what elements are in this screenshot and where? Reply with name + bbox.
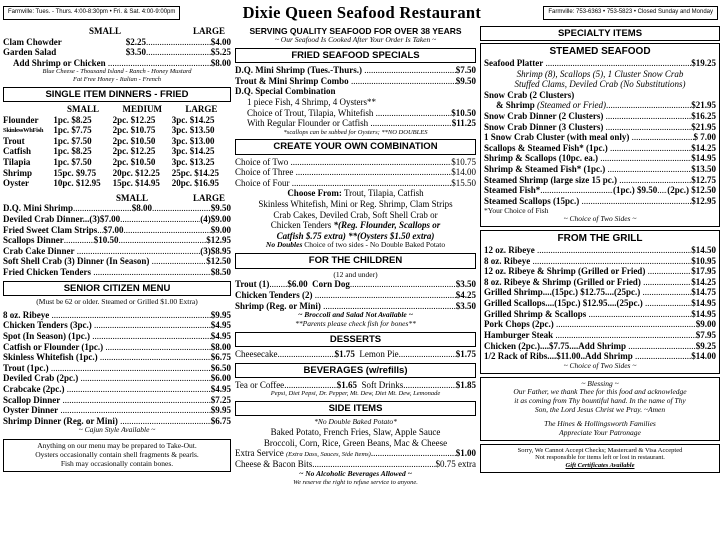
child-item: Shrimp (Reg. or Mini) ..... $3.50: [235, 301, 476, 312]
platter-item: Seafood Platter ..... $19.25: [484, 58, 716, 69]
grill-item: 12 oz. Ribeye ..... $14.50: [484, 245, 716, 256]
senior-item: Chicken Tenders (3pc.) ..... $4.95: [3, 320, 231, 331]
combination-title: CREATE YOUR OWN COMBINATION: [235, 139, 476, 154]
grill-item: Chicken (2pc.)....$7.75....Add Shrimp ..... $9.25: [484, 341, 716, 352]
steamed-item: Snow Crab Dinner (3 Clusters) ..... $21.95: [484, 122, 716, 133]
choose-from: Choose From: Trout, Tilapia, Catfish: [287, 188, 424, 199]
beverages-title: BEVERAGES (w/refills): [235, 363, 476, 378]
grill-item: Hamburger Steak ..... $7.95: [484, 330, 716, 341]
dinner-item: Fried Sweet Clam Strips ..... $7.00 ..... $9.00: [3, 225, 231, 236]
senior-title: SENIOR CITIZEN MENU: [3, 281, 231, 296]
combo-item: Choice of Trout, Tilapia, Whitefish ..... $10.50: [235, 108, 476, 119]
table-row: Oyster 10pc. $12.95 15pc. $14.95 20pc. $16.95: [3, 178, 220, 189]
extra-service: Extra Service (Extra Dass, Sauces, Side Items) ..... $1.00: [235, 448, 476, 459]
steamed-box: STEAMED SEAFOOD Seafood Platter ..... $19.25 Shrimp (8), Scallops (5), 1 Cluster Snow Crab Stuffed Clams, Deviled Crab (No Substitutions) Snow Crab (2 Clusters) & Shrimp (Steamed or Fried) ..... $21.95 Snow Crab Dinner (2 Clusters) ..... $16.25 Snow Crab Dinner (3 Clusters) ..... $21.95 1 Snow Crab Cluster (with meal only) ..... $ 7.00 Scallops & Steamed Fish* (1pc.) ..... $14.25 Shrimp & Scallops (10pc. ea.) ..... $14.95 Shrimp & Steamed Fish* (1pc.) ..... $13.50 Steamed Shrimp (large size 15 pc.) ..... $12.75 Steamed Fish* ..... (1pc.) $9.50 ..... (2pc.) $12.50 Steamed Scallops (15pc.) ..... $12.95 *Your Choice of Fish ~ Choice of Two Sides ~: [480, 43, 720, 227]
specialty-title: SPECIALTY ITEMS: [480, 26, 720, 41]
special-item: D.Q. Mini Shrimp (Tues.-Thurs.) ..... $7.50: [235, 65, 476, 76]
starters-header: SMALL LARGE: [88, 26, 225, 36]
right-column: [480, 26, 720, 486]
takeout-note: Anything on our menu may be prepared to Take-Out. Oysters occasionally contain shell fragments & pearls. Fish may occasionally contain bones.: [3, 439, 231, 472]
special-item: Trout & Mini Shrimp Combo ..... $9.50: [235, 76, 476, 87]
cooked-note: ~ Our Seafood Is Cooked After Your Order Is Taken ~: [274, 35, 437, 45]
dinner-item: Crab Cake Dinner ..... (3)$8.95: [3, 246, 231, 257]
grill-item: 8 oz. Ribeye ..... $10.95: [484, 256, 716, 267]
senior-item: Skinless Whitefish (1pc.) ..... $6.75: [3, 352, 231, 363]
dinner-item: Deviled Crab Dinner...(3) $7.00 ..... (4)$9.00: [3, 214, 231, 225]
combo-choice: Choice of Two ..... $10.75: [235, 157, 476, 168]
table-row: SkinlessWhFish 1pc. $7.75 2pc. $10.75 3pc. $13.50: [3, 125, 215, 136]
single-item-table: SMALL MEDIUM LARGE Flounder 1pc. $8.25 2pc. $12.25 3pc. $14.25 SkinlessWhFish 1pc. $7.75 2pc. $10.75 3pc. $13.50 Trout 1pc. $7.50 2pc. $10.50 3pc. $13.00 Catfish 1pc. $8.25 2pc. $12.25 3pc. $14.25 Tilapia 1pc. $7.50 2pc. $10.50 3pc. $13.25 Shrimp 15pc. $9.75 20pc. $12.25 25pc. $14.25 Oyster 10pc. $12.95 15pc. $14.95 20pc. $16.95: [3, 104, 231, 189]
table-row: Tilapia 1pc. $7.50 2pc. $10.50 3pc. $13.25: [3, 157, 215, 167]
restaurant-title: Dixie Queen Seafood Restaurant: [242, 3, 482, 23]
senior-item: Crabcake (2pc.) ..... $4.95: [3, 384, 231, 395]
cheese-bacon: Cheese & Bacon Bits ..... $0.75 extra: [235, 459, 476, 470]
cajun-note: ~ Cajun Style Available ~: [78, 425, 156, 435]
dessert-items: Cheesecake ..... $1.75 Lemon Pie ..... $1.75: [235, 349, 476, 360]
senior-item: Scallop Dinner ..... $7.25: [3, 395, 231, 406]
steamed-scallops: Steamed Scallops (15pc.) ..... $12.95: [484, 196, 716, 207]
steamed-item: 1 Snow Crab Cluster (with meal only) ..... $ 7.00: [484, 132, 716, 143]
grill-item: Grilled Scallops....(15pc.) $12.95....(25pc.) ..... $14.95: [484, 298, 716, 309]
steamed-item: Shrimp & Steamed Fish* (1pc.) ..... $13.50: [484, 164, 716, 175]
table-row: Flounder 1pc. $8.25 2pc. $12.25 3pc. $14.25: [3, 114, 215, 125]
senior-item: Shrimp Dinner (Reg. or Mini) ..... $6.75: [3, 416, 231, 427]
grill-item: Pork Chops (2pc.) ..... $9.00: [484, 319, 716, 330]
steamed-item: Scallops & Steamed Fish* (1pc.) ..... $14.25: [484, 143, 716, 154]
dressings-2: Fat Free Honey - Italian - French: [73, 76, 161, 84]
blessing-box: ~ Blessing ~ Our Father, we thank Thee for this food and acknowledge it as coming from Thy bountiful hand. In the name of Thy Son, the Lord Jesus Christ we Pray. ~Amen The Hines & Hollingsworth Families Appreciate Your Patronage: [480, 377, 720, 441]
grill-item: 12 oz. Ribeye & Shrimp (Grilled or Fried) ..... $17.95: [484, 266, 716, 277]
grill-box: FROM THE GRILL 12 oz. Ribeye ..... $14.50 8 oz. Ribeye ..... $10.95 12 oz. Ribeye & Shrimp (Grilled or Fried) ..... $17.95 8 oz. Ribeye & Shrimp (Grilled or Fried) ..... $14.25 Grilled Shrimp....(15pc.) $12.75....(25pc.) ..... $14.75 Grilled Scallops....(15pc.) $12.95....(25pc.) ..... $14.95 Grilled Shrimp & Scallops ..... $14.95 Pork Chops (2pc.) ..... $9.00 Hamburger Steak ..... $7.95 Chicken (2pc.)....$7.75....Add Shrimp ..... $9.25 1/2 Rack of Ribs....$11.00..Add Shrimp ..... $14.00 ~ Choice of Two Sides ~: [480, 230, 720, 373]
policy-box: Sorry, We Cannot Accept Checks; Mastercard & Visa Accepted Not responsible for items left or lost in restaurant. Gift Certificates Available: [480, 444, 720, 473]
grill-item: 8 oz. Ribeye & Shrimp (Grilled or Fried) ..... $14.25: [484, 277, 716, 288]
middle-column: SERVING QUALITY SEAFOOD FOR OVER 38 YEARS ~ Our Seafood Is Cooked After Your Order Is Taken ~ FRIED SEAFOOD SPECIALS D.Q. Mini Shrimp (Tues.-Thurs.) ..... $7.50 Trout & Mini Shrimp Combo ..... $9.50 D.Q. Special Combination 1 piece Fish, 4 Shrimp, 4 Oysters** Choice of Trout, Tilapia, Whitefish ..... $10.50 With Regular Flounder or Catfish ..... $11.25 *scallops can be subbed for Oysters; **NO DOUBLES CREATE YOUR OWN COMBINATION Choice of Two ..... $10.75 Choice of Three ..... $14.00 Choice of Four ..... $15.50 Choose From: Trout, Tilapia, Catfish Skinless Whitefish, Mini or Reg. Shrimp, Clam Strips Crab Cakes, Deviled Crab, Soft Shell Crab or Chicken Tenders *(Reg. Flounder, Scallops or Catfish $.75 extra) **(Oysters $1.50 extra) No Doubles Choice of two sides - No Double Baked Potato FOR THE CHILDREN (12 and under) Trout (1) ..... $6.00 Corn Dog ..... $3.50 Chicken Tenders (2) ..... $4.25 Shrimp (Reg. or Mini) ..... $3.50 ~ Broccoli and Salad Not Available ~ **Parents please check fish for bones** DESSERTS Cheesecake ..... $1.75 Lemon Pie ..... $1.75 BEVERAGES (w/refills) Tea or Coffee ..... $1.65 Soft Drinks ..... $1.85 Pepsi, Diet Pepsi, Dr. Pepper, Mt. Dew, Diet Mt. Dew, Lemonade SIDE ITEMS *No Double Baked Potato* Baked Potato, French Fries, Slaw, Apple Sauce Broccoli, Corn, Rice, Green Beans, Mac & Cheese Extra Service (Extra Dass, Sauces, Side Items) ..... $1.00 Cheese & Bacon Bits ..... $0.75 extra ~ No Alcoholic Beverages Allowed ~ We reserve the right to refuse service to anyone.: [235, 26, 476, 486]
grill-item: 1/2 Rack of Ribs....$11.00..Add Shrimp ..... $14.00: [484, 351, 716, 362]
add-protein: Add Shrimp or Chicken ..... $8.00: [3, 58, 231, 69]
child-item: Trout (1) ..... $6.00 Corn Dog ..... $3.50: [235, 279, 476, 290]
desserts-title: DESSERTS: [235, 332, 476, 347]
grill-item: Grilled Shrimp....(15pc.) $12.75....(25pc.) ..... $14.75: [484, 287, 716, 298]
dressings: Blue Cheese - Thousand Island - Ranch - Honey Mustard: [42, 68, 192, 76]
dinner-item: Fried Chicken Tenders ..... $8.50: [3, 267, 231, 278]
table-row: Catfish 1pc. $8.25 2pc. $12.25 3pc. $14.25: [3, 146, 215, 157]
table-row: Trout 1pc. $7.50 2pc. $10.50 3pc. $13.00: [3, 135, 215, 146]
hours-box: Farmville: Tues. - Thurs. 4:00-8:30pm • Fri. & Sat. 4:00-9:00pm: [3, 6, 180, 19]
phone-box: Farmville: 753-6363 • 753-5823 • Closed Sunday and Monday: [543, 6, 718, 19]
dinner-item: Scallops Dinner ..... $10.50 ..... $12.95: [3, 235, 231, 246]
sides-title: SIDE ITEMS: [235, 401, 476, 416]
specials-note: *scallops can be subbed for Oysters; **NO DOUBLES: [283, 128, 428, 136]
specials-title: FRIED SEAFOOD SPECIALS: [235, 48, 476, 63]
combo-title: D.Q. Special Combination: [235, 86, 336, 97]
senior-item: Oyster Dinner ..... $9.95: [3, 405, 231, 416]
senior-item: Trout (1pc.) ..... $6.50: [3, 363, 231, 374]
senior-item: Catfish or Flounder (1pc.) ..... $8.00: [3, 342, 231, 353]
combo-desc: 1 piece Fish, 4 Shrimp, 4 Oysters**: [247, 96, 376, 107]
left-column: [3, 26, 231, 486]
dinner-item: D.Q. Mini Shrimp ..... $8.00 ..... $9.50: [3, 203, 231, 214]
dinner-item: Soft Shell Crab (3) Dinner (In Season) ..... $12.50: [3, 256, 231, 267]
single-item-title: SINGLE ITEM DINNERS - FRIED: [3, 87, 231, 102]
serving-quality: SERVING QUALITY SEAFOOD FOR OVER 38 YEARS: [249, 26, 462, 36]
grill-item: Grilled Shrimp & Scallops ..... $14.95: [484, 309, 716, 320]
children-title: FOR THE CHILDREN: [235, 253, 476, 268]
dinners-header: SMALL LARGE: [115, 192, 225, 203]
combo-choice: Choice of Four ..... $15.50: [235, 178, 476, 189]
senior-item: 8 oz. Ribeye ..... $9.95: [3, 310, 231, 321]
steamed-item: Steamed Shrimp (large size 15 pc.) ..... $12.75: [484, 175, 716, 186]
no-doubles: No Doubles Choice of two sides - No Double Baked Potato: [265, 240, 446, 250]
steamed-item: Shrimp & Scallops (10pc. ea.) ..... $14.95: [484, 153, 716, 164]
table-row: Shrimp 15pc. $9.75 20pc. $12.25 25pc. $14.25: [3, 167, 220, 178]
steamed-item: Snow Crab Dinner (2 Clusters) ..... $16.25: [484, 111, 716, 122]
top-bar: [3, 2, 718, 24]
combo-item: With Regular Flounder or Catfish ..... $11.25: [235, 118, 476, 129]
starter-item: Clam Chowder $2.25 ..... $4.00: [3, 37, 231, 48]
child-item: Chicken Tenders (2) ..... $4.25: [235, 290, 476, 301]
steamed-fish: Steamed Fish* ..... (1pc.) $9.50 ..... (2pc.) $12.50: [484, 185, 716, 196]
starter-item: Garden Salad $3.50 ..... $5.25: [3, 47, 231, 58]
senior-note: (Must be 62 or older. Steamed or Grilled $1.00 Extra): [36, 296, 198, 306]
senior-item: Deviled Crab (2pc.) ..... $6.00: [3, 373, 231, 384]
senior-item: Spot (In Season) (1pc.) ..... $4.95: [3, 331, 231, 342]
combo-choice: Choice of Three ..... $14.00: [235, 167, 476, 178]
snow-shrimp: & Shrimp (Steamed or Fried) ..... $21.95: [484, 100, 716, 111]
beverage-items: Tea or Coffee ..... $1.65 Soft Drinks ..... $1.85: [235, 380, 476, 391]
